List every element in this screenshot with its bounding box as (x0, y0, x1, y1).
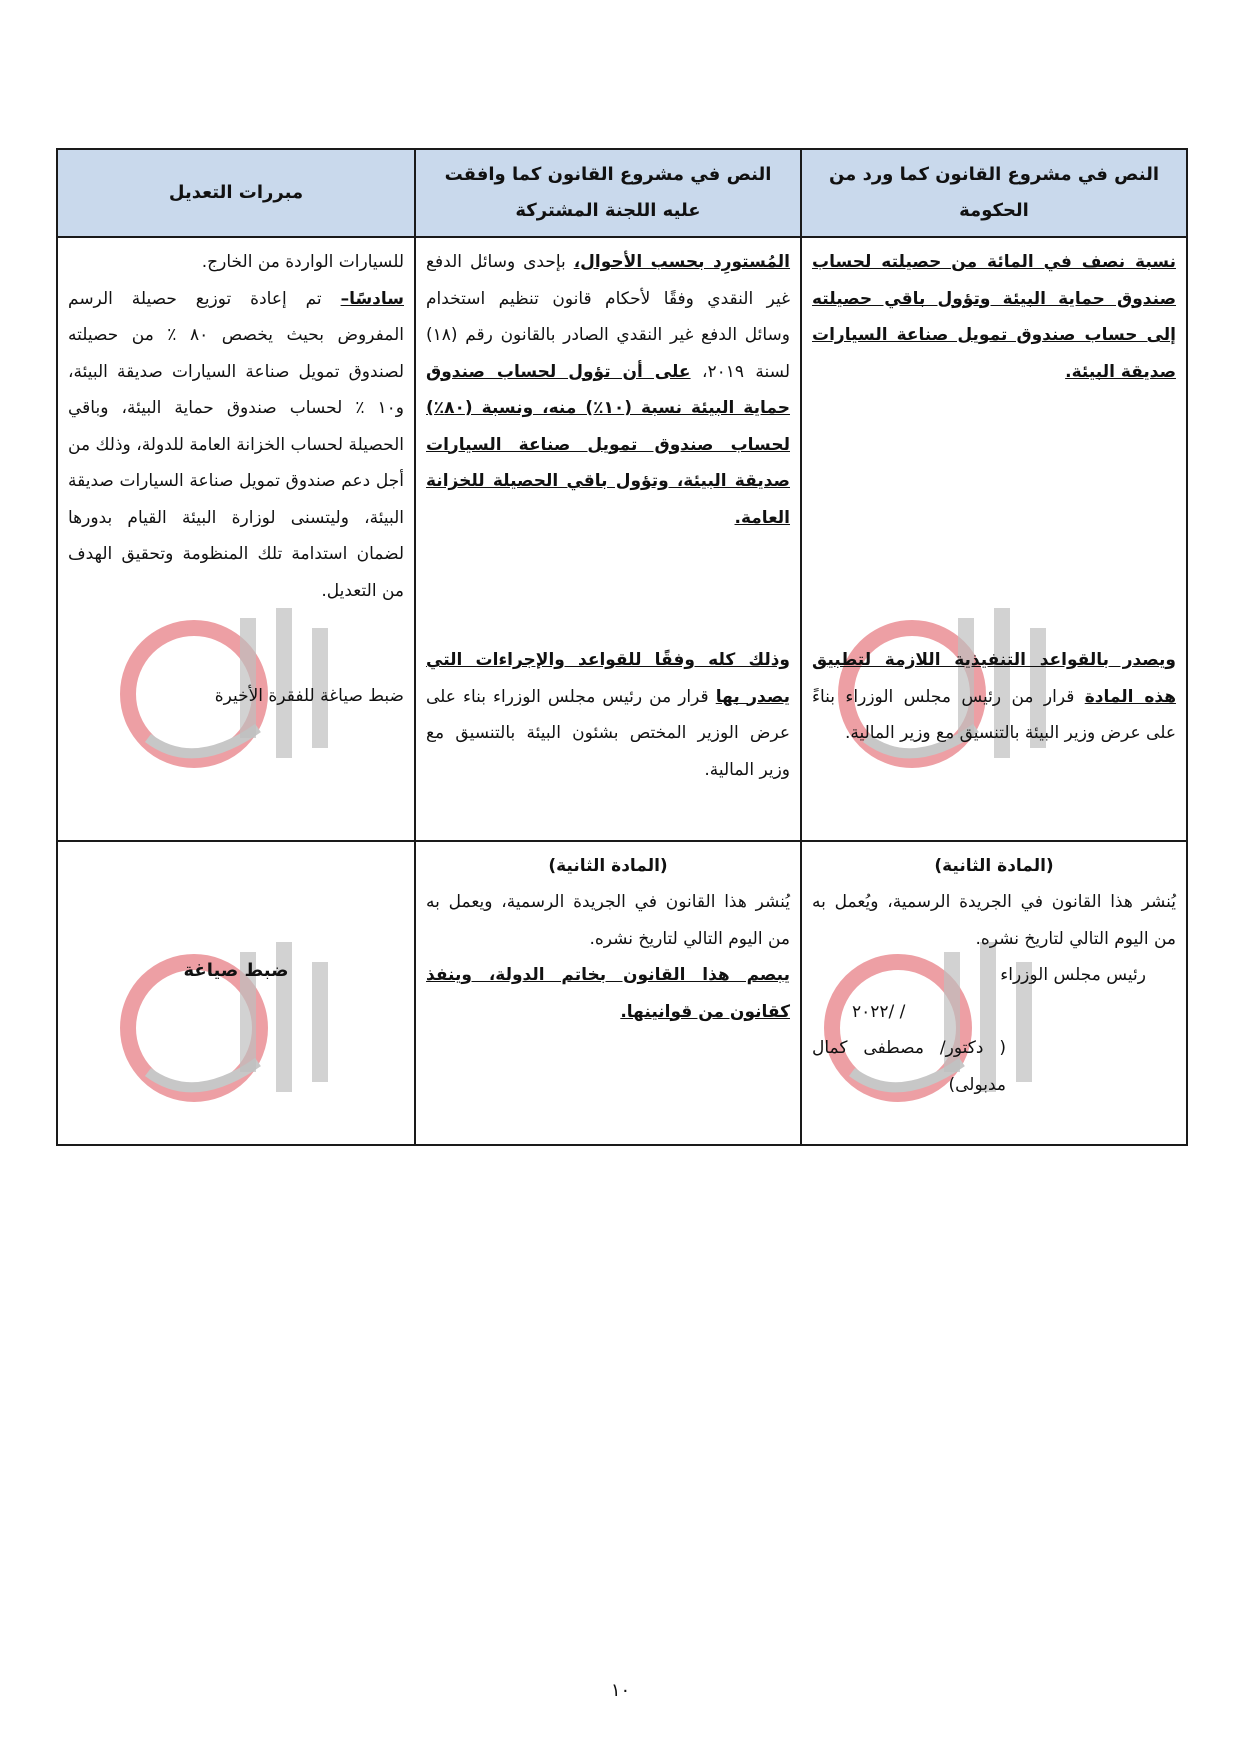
gov-article-text: يُنشر هذا القانون في الجريدة الرسمية، ويُعمل به من اليوم التالي لتاريخ نشره. (812, 892, 1176, 949)
committee-cell-2 (415, 841, 801, 1145)
header-row (57, 149, 1187, 237)
table-row (57, 841, 1187, 1145)
justification-line-1: للسيارات الواردة من الخارج. (201, 252, 404, 272)
gov-sign-name: ( دكتور/ مصطفى كمال مدبولى) (812, 1038, 1006, 1095)
justification-tail: ضبط صياغة للفقرة الأخيرة (214, 686, 404, 706)
committee-article-bold: يبصم هذا القانون بخاتم الدولة، وينفذ كقانون من قوانينها. (426, 965, 790, 1022)
justification-rest: تم إعادة توزيع حصيلة الرسم المفروض بحيث يخصص ٨٠ ٪ من حصيلته لصندوق تمويل صناعة السيارات صديقة البيئة، و١٠ ٪ لحساب صندوق حماية البيئة، وباقي الحصيلة لحساب الخزانة العامة للدولة، وذلك من أجل دعم صندوق تمويل صناعة السيارات صديقة البيئة، وليتسنى لوزارة البيئة القيام بدورها لضمان استدامة تلك المنظومة وتحقيق الهدف من التعديل. (68, 288, 404, 601)
gov-tail (812, 642, 1176, 752)
gov-cell-2 (801, 841, 1187, 1145)
justification-cell-2 (57, 841, 415, 1145)
page-number: ١٠ (610, 1680, 631, 1701)
gov-text: نسبة نصف في المائة من حصيلته لحساب صندوق حماية البيئة وتؤول باقي حصيلته إلى حساب صندوق تمويل صناعة السيارات صديقة البيئة. (812, 252, 1176, 382)
committee-tail-rest: قرار من رئيس مجلس الوزراء بناء على عرض الوزير المختص بشئون البيئة بالتنسيق مع وزير المالية. (426, 686, 790, 780)
gov-date: / /٢٠٢٢ (852, 1001, 906, 1022)
committee-text (426, 244, 790, 536)
committee-bold-2: على أن تؤول لحساب صندوق حماية البيئة نسبة (١٠٪) منه، ونسبة (٨٠٪) لحساب صندوق تمويل صناعة السيارات صديقة البيئة، وتؤول باقي الحصيلة للخزانة العامة. (426, 361, 790, 528)
header-justification: مبررات التعديل (57, 149, 415, 237)
header-gov: النص في مشروع القانون كما ورد من الحكومة (801, 149, 1187, 237)
header-committee: النص في مشروع القانون كما وافقت عليه اللجنة المشتركة (415, 149, 801, 237)
committee-plain: بإحدى وسائل الدفع غير النقدي وفقًا لأحكام قانون تنظيم استخدام وسائل الدفع غير النقدي الصادر بالقانون رقم (١٨) لسنة ٢٠١٩، (426, 252, 790, 382)
justification-text (68, 244, 404, 609)
table-row (57, 237, 1187, 841)
committee-article-title: (المادة الثانية) (548, 856, 668, 876)
justification-cell (57, 237, 415, 841)
justification-text-2: ضبط صياغة (183, 960, 289, 981)
committee-bold-1: المُستورِد بحسب الأحوال، (573, 252, 791, 272)
committee-article-text: يُنشر هذا القانون في الجريدة الرسمية، ويعمل به من اليوم التالي لتاريخ نشره. (426, 892, 790, 949)
committee-cell (415, 237, 801, 841)
committee-tail-bold: وذلك كله وفقًا للقواعد والإجراءات التي يصدر بها (426, 650, 791, 707)
committee-tail (426, 642, 790, 788)
gov-tail-bold: ويصدر بالقواعد التنفيذية اللازمة لتطبيق هذه المادة (812, 650, 1177, 707)
gov-tail-rest: قرار من رئيس مجلس الوزراء بناءً على عرض وزير البيئة بالتنسيق مع وزير المالية. (812, 686, 1176, 743)
justification-bold: سادسًا– (340, 288, 404, 309)
gov-sign-title: رئيس مجلس الوزراء (1000, 965, 1146, 985)
gov-article-title: (المادة الثانية) (934, 856, 1054, 876)
gov-cell (801, 237, 1187, 841)
comparison-table (56, 148, 1188, 1146)
